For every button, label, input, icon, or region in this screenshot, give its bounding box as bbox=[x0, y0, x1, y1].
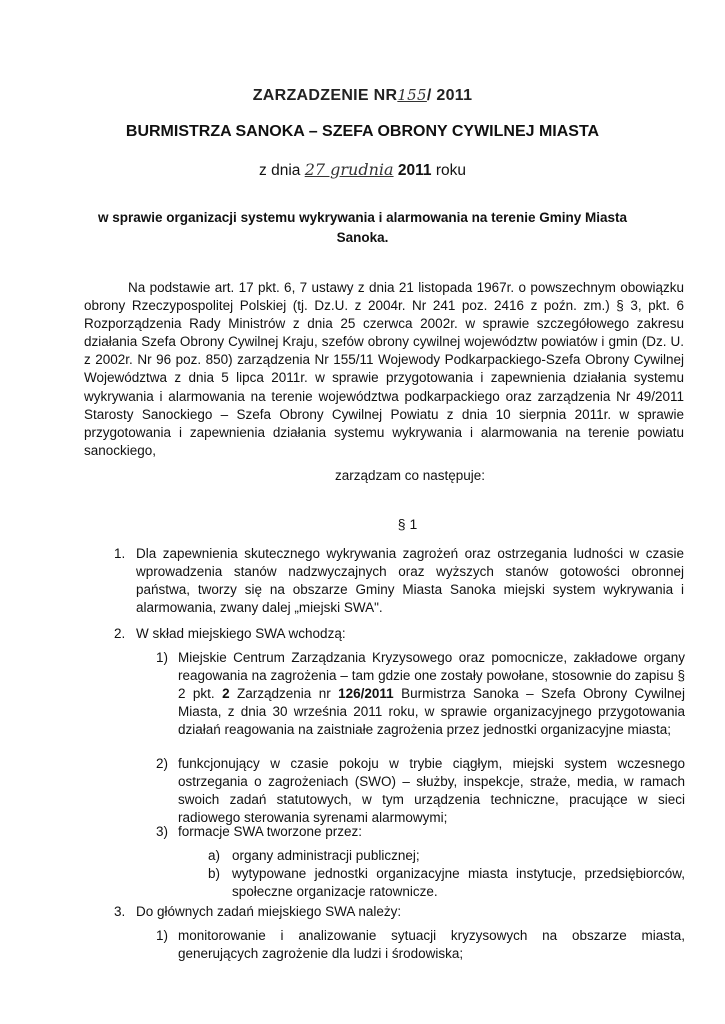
subpoint-text bbox=[178, 649, 685, 739]
handwritten-number: 155 bbox=[397, 86, 427, 104]
subpoint-text-part: Zarządzenia nr bbox=[237, 686, 331, 701]
subpoint-text: funkcjonujący w czasie pokoju w trybie ciągłym, miejski system wczesnego ostrzegania o zagrożeniach (SWO) – służby, inspekcje, straże, media, w ramach swoich zadań statutowych, w tym urządzenia techniczne, pracujące w sieci radiowego sterowania syrenami alarmowymi; bbox=[178, 756, 685, 825]
letter-number: a) bbox=[208, 848, 221, 863]
subpoint-text-part: Miejskie Centrum Zarządzania Kryzysowego oraz pomocnicze, zakładowe organy reagowania na zagrożenia – tam gdzie one zostały powołane, stosownie do zapisu § 2 pkt. bbox=[178, 650, 685, 701]
handwritten-date: 27 grudnia bbox=[304, 160, 394, 179]
subpoint-bold-part: 2 bbox=[222, 686, 230, 701]
point-text: Do głównych zadań miejskiego SWA należy: bbox=[136, 904, 402, 919]
point-text: W skład miejskiego SWA wchodzą: bbox=[136, 626, 346, 641]
letter-text: organy administracji publicznej; bbox=[232, 848, 420, 863]
point-text: Dla zapewnienia skutecznego wykrywania zagrożeń oraz ostrzegania ludności w czasie wprowadzenia stanów nadzwyczajnych oraz wyższych stanów gotowości obronnej państwa, tworzy się na obszarze Gminy Miasta Sanoka miejski system wykrywania i alarmowania, zwany dalej „miejski SWA". bbox=[136, 546, 684, 615]
subpoint-text: formacje SWA tworzone przez: bbox=[178, 824, 363, 839]
subpoint-number: 1) bbox=[156, 650, 169, 665]
authority-title: BURMISTRZA SANOKA – SZEFA OBRONY CYWILNEJ MIASTA bbox=[125, 123, 600, 140]
point-number: 1. bbox=[114, 546, 126, 561]
subpoint-bold-part: 126/2011 bbox=[338, 686, 394, 701]
subpoint-text: monitorowanie i analizowanie sytuacji kryzysowych na obszarze miasta, generujących zagrożenie dla ludzi i środowiska; bbox=[178, 928, 685, 961]
subpoint-number: 3) bbox=[156, 824, 169, 839]
title-suffix: / 2011 bbox=[426, 87, 473, 104]
point-number: 3. bbox=[114, 904, 126, 919]
date-prefix: z dnia bbox=[259, 162, 301, 179]
date-suffix: roku bbox=[435, 162, 466, 179]
date-year: 2011 bbox=[397, 162, 432, 179]
subpoint-text-part: Burmistrza Sanoka – Szefa Obrony Cywilnej Miasta, z dnia 30 września 2011 roku, w sprawie organizacyjnego przygotowania działań reagowania na zaistniałe zagrożenia przez jednostki organizacyjne miasta; bbox=[178, 686, 685, 737]
date-line bbox=[0, 160, 725, 180]
subpoint-number: 1) bbox=[156, 928, 169, 943]
decree-line: zarządzam co następuje: bbox=[334, 468, 486, 483]
letter-text: wytypowane jednostki organizacyjne miasta instytucje, przedsiębiorców, społeczne organizacje ratownicze. bbox=[232, 866, 685, 899]
title-prefix: ZARZADZENIE NR bbox=[252, 87, 398, 104]
ordinance-title bbox=[0, 86, 725, 105]
point-number: 2. bbox=[114, 626, 126, 641]
subpoint-number: 2) bbox=[156, 756, 169, 771]
paragraph-mark: § 1 bbox=[397, 516, 418, 532]
legal-basis-paragraph: Na podstawie art. 17 pkt. 6, 7 ustawy z dnia 21 listopada 1967r. o powszechnym obowiązku obrony Rzeczypospolitej Polskiej (tj. Dz.U. z 2004r. Nr 241 poz. 2416 z poźn. zm.) § 3, pkt. 6 Rozporządzenia Rady Ministrów z dnia 25 czerwca 2002r. w sprawie szczegółowego zakresu działania Szefa Obrony Cywilnej Kraju, szefów obrony cywilnej województw powiatów i gmin (Dz. U. z 2002r. Nr 96 poz. 850) zarządzenia Nr 155/11 Wojewody Podkarpackiego-Szefa Obrony Cywilnej Województwa z dnia 5 lipca 2011r. w sprawie przygotowania i zapewnienia działania systemu wykrywania i alarmowania na terenie województwa podkarpackiego oraz zarządzenia Nr 49/2011 Starosty Sanockiego – Szefa Obrony Cywilnej Powiatu z dnia 10 sierpnia 2011r. w sprawie przygotowania i zapewnienia działania systemu wykrywania i alarmowania na terenie powiatu sanockiego, bbox=[84, 280, 684, 458]
letter-number: b) bbox=[208, 866, 221, 881]
subject-heading: w sprawie organizacji systemu wykrywania i alarmowania na terenie Gminy Miasta Sanoka. bbox=[98, 210, 627, 245]
